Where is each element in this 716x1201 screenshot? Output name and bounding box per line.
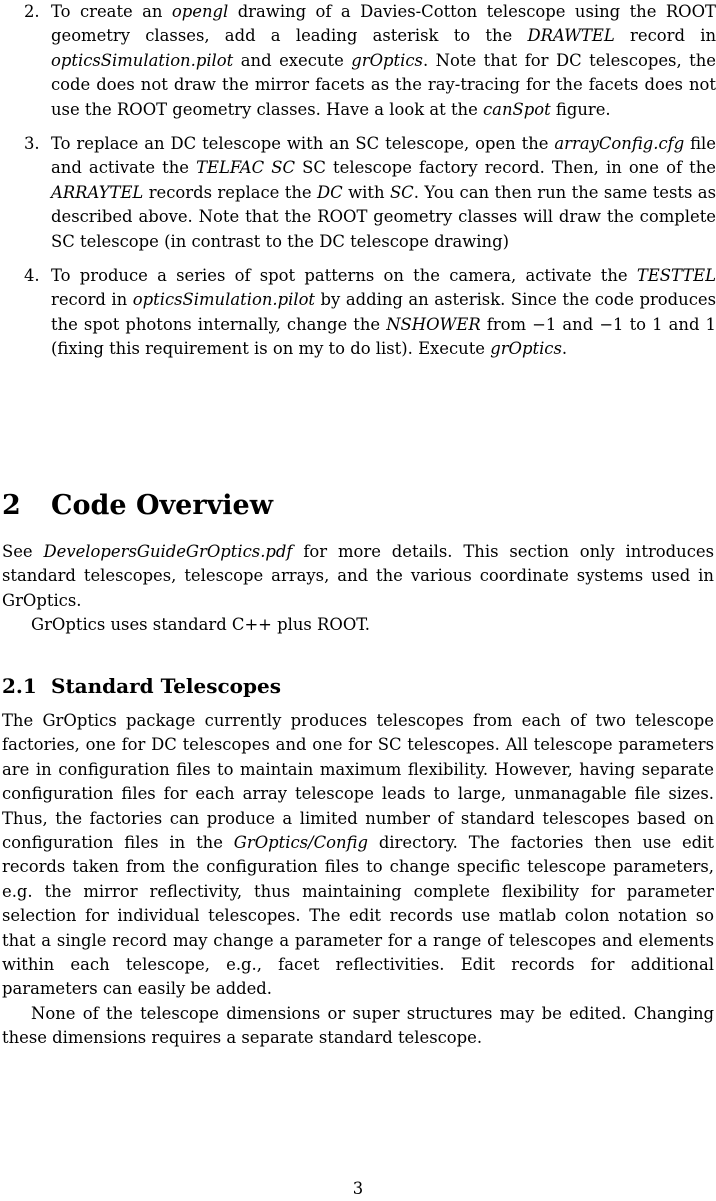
emphasized-term: GrOptics/Config bbox=[233, 833, 368, 853]
emphasized-term: DRAWTEL bbox=[527, 26, 615, 46]
emphasized-term: grOptics bbox=[490, 339, 562, 359]
list-item-text: To produce a series of spot patterns on the camera, activate the TESTTEL record in opticsSimulation.pilot by adding an asterisk. Since the code produces the spot photons internally, change the NSHOWER from −1 and −1 to 1 and 1 (fixing this requirement is on my to do list). Execute grOptics. bbox=[51, 266, 716, 359]
emphasized-term: DC bbox=[317, 182, 343, 202]
emphasized-term: opticsSimulation.pilot bbox=[51, 50, 234, 70]
emphasized-term: TELFAC SC bbox=[196, 158, 296, 178]
subsection-heading bbox=[2, 671, 281, 701]
paragraph: The GrOptics package currently produces telescopes from each of two telescope factories, one for DC telescopes and one for SC telescopes. All telescope parameters are in configuration files to maintain maximum flexibility. However, having separate configuration files for each array telescope leads to large, unmanagable file sizes. Thus, the factories can produce a limited number of standard telescopes based on configuration files in the GrOptics/Config directory. The factories then use edit records taken from the configuration files to change specific telescope parameters, e.g. the mirror reflectivity, thus maintaining complete flexibility for parameter selection for individual telescopes. The edit records use matlab colon notation so that a single record may change a parameter for a range of telescopes and elements within each telescope, e.g., facet reflectivities. Edit records for additional parameters can easily be added. bbox=[2, 711, 715, 999]
page-number: 3 bbox=[352, 1179, 364, 1198]
section-title: Code Overview bbox=[51, 490, 273, 521]
emphasized-term: DevelopersGuideGrOptics.pdf bbox=[43, 542, 293, 561]
list-item bbox=[0, 0, 716, 122]
subsection-title: Standard Telescopes bbox=[51, 674, 281, 698]
list-item bbox=[0, 132, 716, 254]
emphasized-term: ARRAYTEL bbox=[51, 182, 144, 202]
paragraph: None of the telescope dimensions or super structures may be edited. Changing these dimensions requires a separate standard telescope. bbox=[2, 1003, 714, 1048]
emphasized-term: NSHOWER bbox=[386, 314, 481, 334]
section-heading bbox=[2, 486, 273, 526]
paragraph: GrOptics uses standard C++ plus ROOT. bbox=[31, 615, 370, 635]
emphasized-term: opticsSimulation.pilot bbox=[132, 290, 316, 310]
numbered-list bbox=[0, 0, 716, 372]
list-item-text: To replace an DC telescope with an SC telescope, open the arrayConfig.cfg file and activate the TELFAC SC SC telescope factory record. Then, in one of the ARRAYTEL records replace the DC with SC. You can then run the same tests as described above. Note that the ROOT geometry classes will draw the complete SC telescope (in contrast to the DC telescope drawing) bbox=[51, 134, 716, 251]
section-body bbox=[2, 540, 714, 638]
subsection-body bbox=[2, 709, 714, 1051]
section-number: 2 bbox=[2, 490, 21, 521]
list-item-number: 3. bbox=[24, 134, 40, 154]
emphasized-term: arrayConfig.cfg bbox=[554, 134, 685, 154]
paragraph: See DevelopersGuideGrOptics.pdf for more details. This section only introduces standard telescopes, telescope arrays, and the various coordinate systems used in GrOptics. bbox=[2, 542, 714, 610]
list-item-text: To create an opengl drawing of a Davies-Cotton telescope using the ROOT geometry classes, add a leading asterisk to the DRAWTEL record in opticsSimulation.pilot and execute grOptics. Note that for DC telescopes, the code does not draw the mirror facets as the ray-tracing for the facets does not use the ROOT geometry classes. Have a look at the canSpot figure. bbox=[51, 2, 716, 119]
subsection-number: 2.1 bbox=[2, 674, 37, 698]
emphasized-term: canSpot bbox=[483, 99, 551, 119]
emphasized-term: SC bbox=[389, 182, 414, 202]
list-item bbox=[0, 264, 716, 362]
emphasized-term: grOptics bbox=[351, 50, 423, 70]
list-item-number: 4. bbox=[24, 266, 40, 286]
list-item-number: 2. bbox=[24, 2, 40, 21]
emphasized-term: opengl bbox=[171, 2, 229, 21]
emphasized-term: TESTTEL bbox=[636, 266, 716, 286]
